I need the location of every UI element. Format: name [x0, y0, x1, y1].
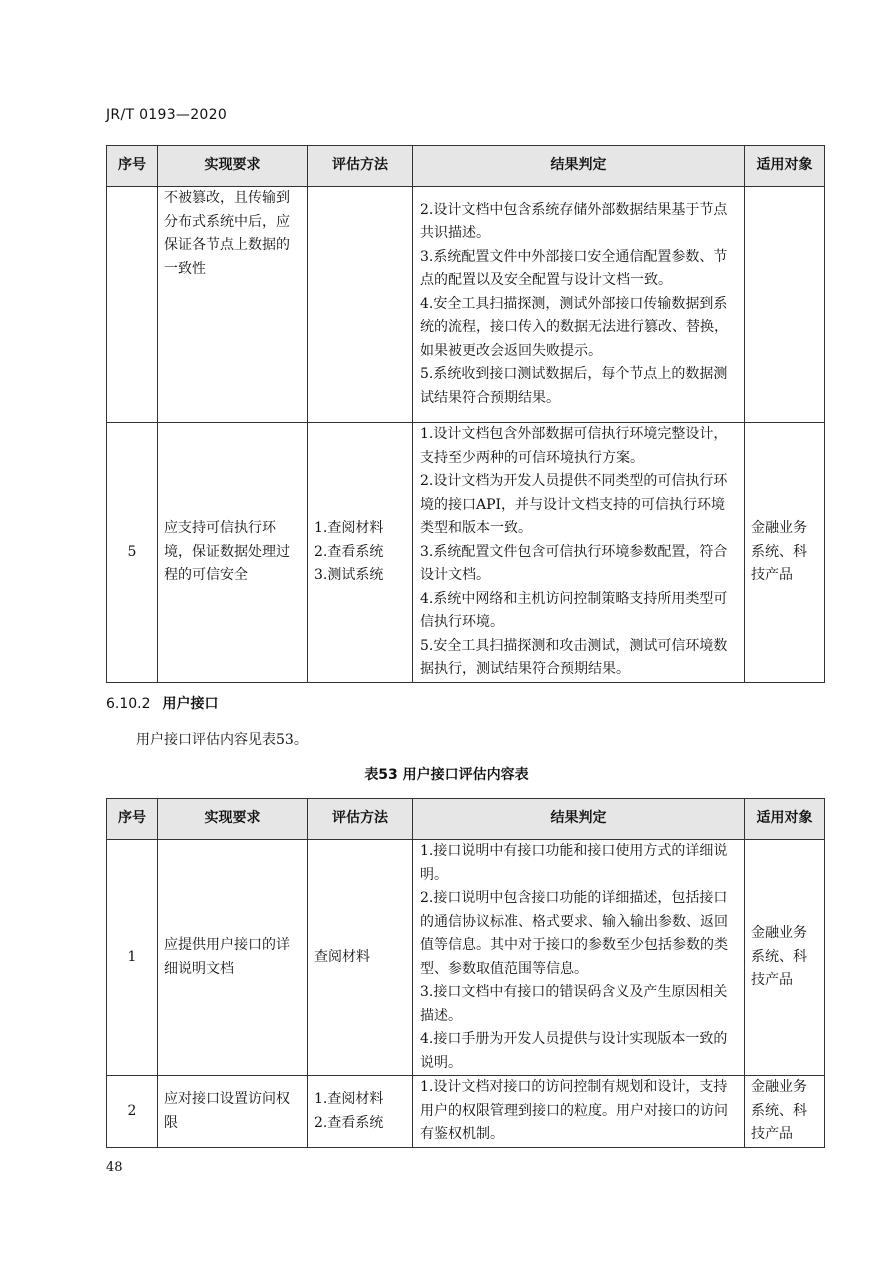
section-heading	[106, 693, 219, 713]
method-cell	[308, 423, 413, 683]
table-header-row	[107, 146, 825, 187]
col-header-requirement: 实现要求	[158, 799, 308, 840]
table-header-row	[107, 799, 825, 840]
result-cell	[413, 423, 745, 683]
result-item: 1.设计文档包含外部数据可信执行环境完整设计，支持至少两种的可信环境执行方案。	[420, 426, 728, 466]
result-item: 4.安全工具扫描探测，测试外部接口传输数据到系统的流程，接口传入的数据无法进行篡改、替换，如果被更改会返回失败提示。	[420, 295, 728, 359]
result-item: 2.设计文档中包含系统存储外部数据结果基于节点共识描述。	[420, 201, 728, 242]
page-number: 48	[106, 1160, 123, 1175]
requirement-cell: 应对接口设置访问权限	[158, 1076, 308, 1148]
result-item: 4.系统中网络和主机访问控制策略支持所用类型可信执行环境。	[420, 590, 728, 630]
result-item: 3.系统配置文件中外部接口安全通信配置参数、节点的配置以及安全配置与设计文档一致。	[420, 248, 728, 289]
col-header-method: 评估方法	[308, 146, 413, 187]
table-row	[107, 423, 825, 683]
section-number: 6.10.2	[106, 696, 151, 712]
method-item: 1.查阅材料	[314, 520, 384, 536]
result-item: 5.系统收到接口测试数据后，每个节点上的数据测试结果符合预期结果。	[420, 366, 728, 406]
row-number-cell	[107, 187, 158, 423]
method-cell: 查阅材料	[308, 840, 413, 1076]
col-header-requirement: 实现要求	[158, 146, 308, 187]
method-item: 3.测试系统	[314, 567, 384, 583]
method-cell	[308, 1076, 413, 1148]
result-item: 4.接口手册为开发人员提供与设计实现版本一致的说明。	[420, 1031, 728, 1071]
result-item: 3.接口文档中有接口的错误码含义及产生原因相关描述。	[420, 984, 728, 1024]
col-header-method: 评估方法	[308, 799, 413, 840]
method-cell	[308, 187, 413, 423]
result-cell	[413, 840, 745, 1076]
result-cell	[413, 187, 745, 423]
user-interface-evaluation-table	[106, 798, 825, 1148]
target-cell	[745, 187, 825, 423]
table-row	[107, 1076, 825, 1148]
method-item: 2.查看系统	[314, 543, 384, 560]
document-code-header: JR/T 0193—2020	[106, 107, 228, 123]
row-number-cell: 1	[107, 840, 158, 1076]
col-header-result: 结果判定	[413, 146, 745, 187]
result-item: 2.设计文档为开发人员提供不同类型的可信执行环境的接口API，并与设计文档支持的可信执行环境类型和版本一致。	[420, 473, 728, 536]
col-header-no: 序号	[107, 799, 158, 840]
table-row	[107, 840, 825, 1076]
row-number-cell: 5	[107, 423, 158, 683]
section-title: 用户接口	[162, 696, 219, 712]
col-header-target: 适用对象	[745, 799, 825, 840]
col-header-target: 适用对象	[745, 146, 825, 187]
row-number-cell: 2	[107, 1076, 158, 1148]
col-header-no: 序号	[107, 146, 158, 187]
method-item: 1.查阅材料	[314, 1091, 384, 1107]
table-caption: 表53 用户接口评估内容表	[364, 767, 529, 783]
requirement-cell: 应支持可信执行环境，保证数据处理过程的可信安全	[158, 423, 308, 683]
result-cell	[413, 1076, 745, 1148]
result-item: 1.接口说明中有接口功能和接口使用方式的详细说明。	[420, 843, 728, 883]
requirement-cell: 应提供用户接口的详细说明文档	[158, 840, 308, 1076]
target-cell: 金融业务系统、科技产品	[745, 423, 825, 683]
result-item: 3.系统配置文件包含可信执行环境参数配置，符合设计文档。	[420, 543, 728, 583]
result-item: 2.接口说明中包含接口功能的详细描述，包括接口的通信协议标准、格式要求、输入输出参数、返回值等信息。其中对于接口的参数至少包括参数的类型、参数取值范围等信息。	[420, 890, 728, 977]
evaluation-table-continued	[106, 145, 825, 683]
result-item: 1.设计文档对接口的访问控制有规划和设计，支持用户的权限管理到接口的粒度。用户对接口的访问有鉴权机制。	[420, 1079, 728, 1143]
intro-paragraph: 用户接口评估内容见表53。	[136, 732, 308, 748]
col-header-result: 结果判定	[413, 799, 745, 840]
method-item: 2.查看系统	[314, 1114, 384, 1131]
target-cell: 金融业务系统、科技产品	[745, 840, 825, 1076]
requirement-cell: 不被篡改，且传输到分布式系统中后，应保证各节点上数据的一致性	[158, 187, 308, 423]
table-row	[107, 187, 825, 423]
target-cell: 金融业务系统、科技产品	[745, 1076, 825, 1148]
result-item: 5.安全工具扫描探测和攻击测试，测试可信环境数据执行，测试结果符合预期结果。	[420, 637, 728, 677]
